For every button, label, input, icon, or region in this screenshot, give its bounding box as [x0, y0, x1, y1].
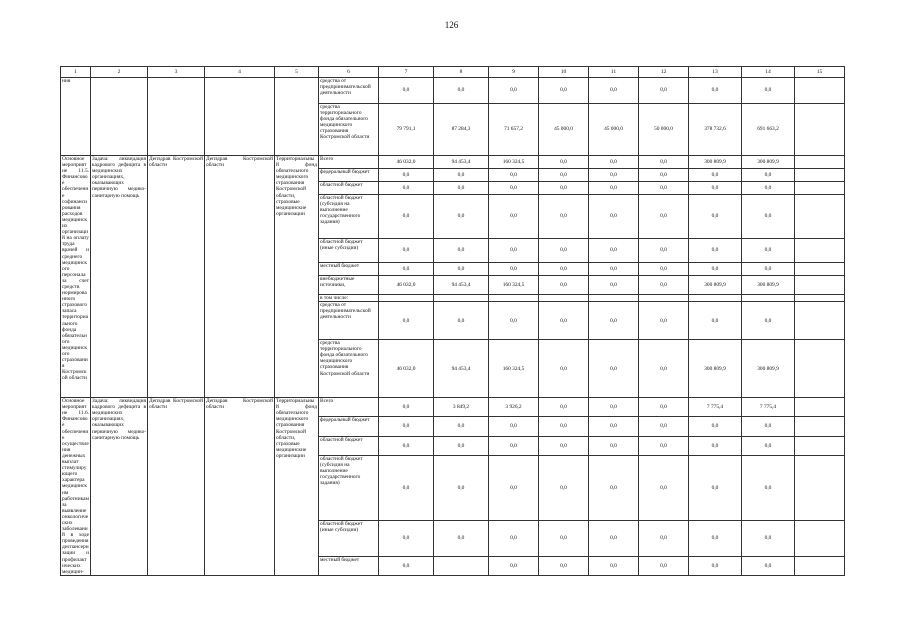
- participant-cell: Территориальный фонд обязательного медицинского страхования Костромской области, страховые медицинские организации: [275, 156, 319, 398]
- value-cell: 0,0: [589, 263, 639, 276]
- value-cell: 0,0: [379, 455, 434, 520]
- table-row: [61, 398, 845, 417]
- participant-cell: Территориальный фонд обязательного медицинского страхования Костромской области, страховые медицинские организации: [275, 398, 319, 576]
- value-cell: 0,0: [539, 239, 589, 263]
- note-cell: [795, 455, 845, 520]
- value-cell: 45 000,0: [589, 104, 639, 156]
- value-cell: 0,0: [489, 239, 539, 263]
- value-cell: 0,0: [379, 263, 434, 276]
- value-cell: 87 284,3: [434, 104, 489, 156]
- column-number-cell: 3: [148, 67, 205, 78]
- funding-source-cell: Всего: [319, 156, 379, 169]
- value-cell: 0,0: [434, 455, 489, 520]
- note-cell: [795, 239, 845, 263]
- value-cell: 0,0: [742, 78, 795, 104]
- column-number-cell: 6: [319, 67, 379, 78]
- value-cell: 160 324,5: [489, 156, 539, 169]
- value-cell: 0,0: [539, 78, 589, 104]
- column-number-cell: 15: [795, 67, 845, 78]
- value-cell: 0,0: [689, 556, 742, 575]
- value-cell: 0,0: [589, 182, 639, 195]
- value-cell: 0,0: [379, 169, 434, 182]
- value-cell: 160 324,5: [489, 340, 539, 398]
- column-number-cell: 8: [434, 67, 489, 78]
- value-cell: 0,0: [639, 276, 689, 295]
- value-cell: 0,0: [539, 302, 589, 340]
- funding-source-cell: Всего: [319, 398, 379, 417]
- value-cell: 0,0: [742, 182, 795, 195]
- value-cell: 0,0: [379, 556, 434, 575]
- value-cell: 0,0: [589, 521, 639, 557]
- note-cell: [795, 169, 845, 182]
- value-cell: 0,0: [589, 78, 639, 104]
- empty-cell: [91, 78, 148, 156]
- value-cell: 0,0: [539, 182, 589, 195]
- funding-source-cell: областной бюджет (иные субсидии): [319, 239, 379, 263]
- value-cell: 94 453,4: [434, 276, 489, 295]
- funding-source-cell: средства от предпринимательской деятельности: [319, 302, 379, 340]
- measure-name-cell: ния: [61, 78, 91, 156]
- value-cell: 0,0: [379, 78, 434, 104]
- value-cell: 7 775,4: [689, 398, 742, 417]
- value-cell: 0,0: [639, 156, 689, 169]
- value-cell: 0,0: [689, 195, 742, 239]
- note-cell: [795, 556, 845, 575]
- value-cell: 0,0: [639, 263, 689, 276]
- value-cell: 300 809,9: [742, 340, 795, 398]
- funding-source-cell: средства территориального фонда обязательного медицинского страхования Костромской области: [319, 340, 379, 398]
- value-cell: 0,0: [434, 195, 489, 239]
- value-cell: 0,0: [639, 302, 689, 340]
- value-cell: 0,0: [742, 263, 795, 276]
- page-number: 126: [444, 20, 459, 30]
- value-cell: 0,0: [379, 398, 434, 417]
- column-number-cell: 11: [589, 67, 639, 78]
- value-cell: 0,0: [539, 455, 589, 520]
- value-cell: 0,0: [434, 239, 489, 263]
- value-cell: 691 663,2: [742, 104, 795, 156]
- value-cell: 0,0: [639, 455, 689, 520]
- value-cell: 46 032,0: [379, 276, 434, 295]
- value-cell: 0,0: [434, 436, 489, 455]
- column-number-cell: 7: [379, 67, 434, 78]
- value-cell: 0,0: [489, 78, 539, 104]
- value-cell: 0,0: [539, 195, 589, 239]
- value-cell: 0,0: [742, 169, 795, 182]
- value-cell: 46 032,0: [379, 340, 434, 398]
- value-cell: 0,0: [589, 340, 639, 398]
- value-cell: 0,0: [639, 340, 689, 398]
- funding-source-cell: внебюджетные источники,: [319, 276, 379, 295]
- value-cell: [434, 295, 489, 302]
- coexecutor-cell: Депздрав Костромской области: [205, 156, 275, 398]
- value-cell: 0,0: [639, 436, 689, 455]
- note-cell: [795, 436, 845, 455]
- value-cell: 0,0: [434, 521, 489, 557]
- executor-cell: Депздрав Костромской области: [148, 398, 205, 576]
- value-cell: 0,0: [589, 169, 639, 182]
- value-cell: 94 453,4: [434, 156, 489, 169]
- value-cell: 0,0: [589, 417, 639, 436]
- value-cell: 0,0: [689, 302, 742, 340]
- value-cell: 0,0: [379, 302, 434, 340]
- value-cell: 0,0: [539, 276, 589, 295]
- value-cell: 0,0: [489, 556, 539, 575]
- funding-source-cell: областной бюджет (иные субсидии): [319, 521, 379, 557]
- value-cell: 0,0: [434, 417, 489, 436]
- value-cell: 0,0: [589, 302, 639, 340]
- value-cell: 0,0: [639, 521, 689, 557]
- value-cell: 0,0: [639, 556, 689, 575]
- column-number-cell: 12: [639, 67, 689, 78]
- value-cell: 7 775,4: [742, 398, 795, 417]
- value-cell: 0,0: [589, 455, 639, 520]
- value-cell: 0,0: [379, 417, 434, 436]
- value-cell: 0,0: [539, 417, 589, 436]
- value-cell: 71 657,2: [489, 104, 539, 156]
- value-cell: [434, 556, 489, 575]
- value-cell: 300 809,9: [689, 340, 742, 398]
- value-cell: 0,0: [639, 398, 689, 417]
- coexecutor-cell: Депздрав Костромской области: [205, 398, 275, 576]
- value-cell: 0,0: [742, 436, 795, 455]
- value-cell: 0,0: [639, 182, 689, 195]
- note-cell: [795, 276, 845, 295]
- value-cell: 0,0: [689, 78, 742, 104]
- value-cell: 0,0: [539, 156, 589, 169]
- value-cell: 0,0: [689, 455, 742, 520]
- value-cell: [639, 295, 689, 302]
- funding-source-cell: в том числе:: [319, 295, 379, 302]
- value-cell: [742, 295, 795, 302]
- value-cell: 300 809,9: [689, 156, 742, 169]
- column-number-cell: 13: [689, 67, 742, 78]
- value-cell: 0,0: [434, 182, 489, 195]
- funding-source-cell: областной бюджет (субсидия на выполнение государственного задания): [319, 455, 379, 520]
- value-cell: 0,0: [379, 436, 434, 455]
- value-cell: 3 849,2: [434, 398, 489, 417]
- value-cell: 0,0: [742, 521, 795, 557]
- value-cell: 0,0: [379, 239, 434, 263]
- value-cell: 0,0: [379, 195, 434, 239]
- empty-cell: [148, 78, 205, 156]
- value-cell: 0,0: [742, 195, 795, 239]
- value-cell: 0,0: [589, 398, 639, 417]
- funding-source-cell: федеральный бюджет: [319, 169, 379, 182]
- value-cell: 0,0: [489, 436, 539, 455]
- value-cell: 0,0: [589, 239, 639, 263]
- value-cell: [589, 295, 639, 302]
- value-cell: 0,0: [589, 276, 639, 295]
- value-cell: [689, 295, 742, 302]
- value-cell: 0,0: [639, 78, 689, 104]
- funding-source-cell: областной бюджет (субсидия на выполнение государственного задания): [319, 195, 379, 239]
- value-cell: 0,0: [742, 302, 795, 340]
- note-cell: [795, 340, 845, 398]
- value-cell: 0,0: [379, 182, 434, 195]
- value-cell: 0,0: [742, 417, 795, 436]
- value-cell: 0,0: [689, 521, 742, 557]
- budget-table: [60, 66, 845, 576]
- column-number-cell: 10: [539, 67, 589, 78]
- note-cell: [795, 182, 845, 195]
- table-row: [61, 156, 845, 169]
- value-cell: 0,0: [689, 436, 742, 455]
- value-cell: 0,0: [539, 340, 589, 398]
- value-cell: 46 032,0: [379, 156, 434, 169]
- value-cell: 0,0: [742, 239, 795, 263]
- value-cell: [489, 295, 539, 302]
- note-cell: [795, 521, 845, 557]
- value-cell: 0,0: [539, 263, 589, 276]
- value-cell: 50 000,0: [639, 104, 689, 156]
- value-cell: 0,0: [539, 398, 589, 417]
- column-number-cell: 14: [742, 67, 795, 78]
- value-cell: 3 926,2: [489, 398, 539, 417]
- value-cell: 0,0: [489, 263, 539, 276]
- value-cell: 0,0: [689, 417, 742, 436]
- empty-cell: [275, 78, 319, 156]
- value-cell: 0,0: [379, 521, 434, 557]
- value-cell: 0,0: [589, 156, 639, 169]
- table-row: [61, 78, 845, 104]
- column-number-row: [61, 67, 845, 78]
- note-cell: [795, 263, 845, 276]
- funding-source-cell: областной бюджет: [319, 436, 379, 455]
- value-cell: 0,0: [434, 78, 489, 104]
- column-number-cell: 4: [205, 67, 275, 78]
- funding-source-cell: федеральный бюджет: [319, 417, 379, 436]
- task-cell: Задача: ликвидация кадрового дефицита в медицинских организациях, оказывающих первичную медико-санитарную помощь: [91, 156, 148, 398]
- value-cell: 0,0: [689, 263, 742, 276]
- value-cell: 0,0: [434, 302, 489, 340]
- value-cell: 0,0: [639, 195, 689, 239]
- note-cell: [795, 78, 845, 104]
- value-cell: [379, 295, 434, 302]
- value-cell: 300 809,9: [689, 276, 742, 295]
- funding-source-cell: местный бюджет: [319, 556, 379, 575]
- value-cell: 0,0: [539, 169, 589, 182]
- value-cell: 0,0: [689, 182, 742, 195]
- value-cell: 0,0: [539, 521, 589, 557]
- value-cell: 0,0: [489, 417, 539, 436]
- column-number-cell: 1: [61, 67, 91, 78]
- value-cell: 0,0: [689, 239, 742, 263]
- value-cell: 0,0: [434, 169, 489, 182]
- value-cell: 0,0: [539, 556, 589, 575]
- value-cell: 0,0: [639, 239, 689, 263]
- column-number-cell: 5: [275, 67, 319, 78]
- value-cell: 0,0: [489, 302, 539, 340]
- note-cell: [795, 302, 845, 340]
- funding-source-cell: средства территориального фонда обязательного медицинского страхования Костромской области: [319, 104, 379, 156]
- empty-cell: [205, 78, 275, 156]
- task-cell: Задача: ликвидация кадрового дефицита в медицинских организациях, оказывающих первичную медико-санитарную помощь: [91, 398, 148, 576]
- value-cell: 79 791,1: [379, 104, 434, 156]
- value-cell: 0,0: [489, 521, 539, 557]
- value-cell: 0,0: [539, 436, 589, 455]
- funding-source-cell: средства от предпринимательской деятельности: [319, 78, 379, 104]
- value-cell: 378 732,6: [689, 104, 742, 156]
- value-cell: 0,0: [589, 436, 639, 455]
- column-number-cell: 9: [489, 67, 539, 78]
- value-cell: 94 453,4: [434, 340, 489, 398]
- value-cell: 45 000,0: [539, 104, 589, 156]
- executor-cell: Депздрав Костромской области: [148, 156, 205, 398]
- value-cell: 0,0: [489, 455, 539, 520]
- note-cell: [795, 295, 845, 302]
- column-number-cell: 2: [91, 67, 148, 78]
- value-cell: 0,0: [689, 169, 742, 182]
- value-cell: 0,0: [742, 556, 795, 575]
- value-cell: 0,0: [489, 182, 539, 195]
- value-cell: 0,0: [489, 195, 539, 239]
- value-cell: 0,0: [639, 169, 689, 182]
- value-cell: 300 809,9: [742, 276, 795, 295]
- note-cell: [795, 417, 845, 436]
- value-cell: 0,0: [742, 455, 795, 520]
- measure-name-cell: Основное мероприятие 11.6. Финансовое обеспечение осуществления денежных выплат стимулирующего характера медицинским работникам за выявление онкологических заболеваний в ходе проведения диспансеризации и профилактических медицин-: [62, 398, 89, 575]
- value-cell: 300 809,9: [742, 156, 795, 169]
- value-cell: 0,0: [589, 195, 639, 239]
- funding-source-cell: областной бюджет: [319, 182, 379, 195]
- note-cell: [795, 156, 845, 169]
- value-cell: 0,0: [489, 169, 539, 182]
- value-cell: 0,0: [639, 417, 689, 436]
- funding-source-cell: местный бюджет: [319, 263, 379, 276]
- value-cell: 0,0: [434, 263, 489, 276]
- value-cell: [539, 295, 589, 302]
- value-cell: 0,0: [589, 556, 639, 575]
- note-cell: [795, 398, 845, 417]
- measure-name-cell: Основное мероприятие 11.5. Финансовое обеспечение софинансирования расходов медицинских организаций на оплату труда врачей и среднего медицинского персонала за счет средств нормированного страхового запаса территориального фонда обязательного медицинского страхования Костромской области: [61, 156, 91, 398]
- note-cell: [795, 104, 845, 156]
- value-cell: 160 324,5: [489, 276, 539, 295]
- note-cell: [795, 195, 845, 239]
